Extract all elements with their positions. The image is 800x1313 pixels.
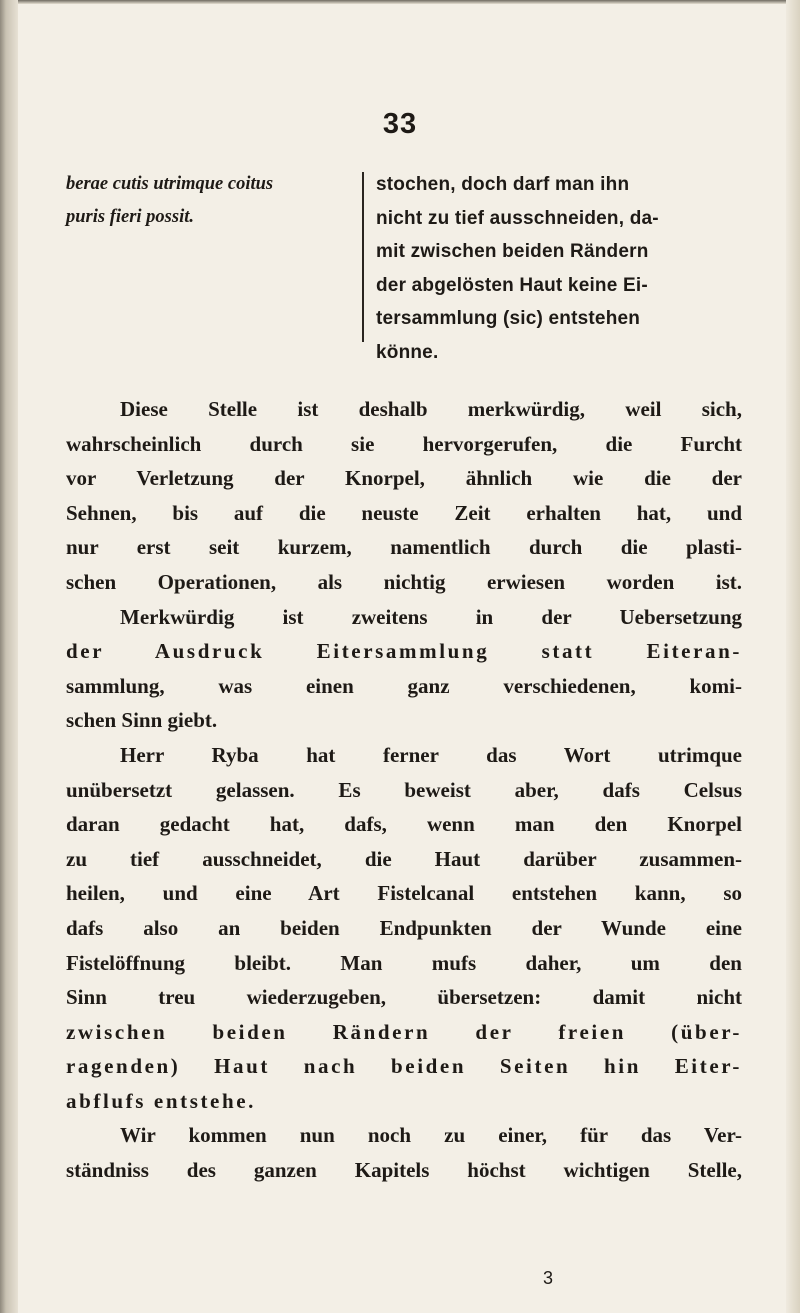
body-text — [66, 392, 742, 1188]
latin-quotation-column — [66, 168, 356, 234]
body-line: schen Sinn giebt. — [66, 708, 218, 733]
body-line: daran gedacht hat, dafs, wenn man den Knorpel — [66, 812, 742, 837]
latin-line: berae cutis utrimque coitus — [66, 174, 274, 194]
body-line: Herr Ryba hat ferner das Wort utrimque — [120, 742, 742, 767]
book-gutter-edge — [0, 0, 18, 1313]
body-line: ständniss des ganzen Kapitels höchst wichtigen Stelle, — [66, 1158, 742, 1183]
translation-line: der abgelösten Haut keine Ei- — [376, 274, 648, 296]
translation-line: tersammlung (sic) entstehen — [376, 308, 641, 329]
translation-line: mit zwischen beiden Rändern — [376, 241, 649, 262]
body-line: der Ausdruck Eitersammlung statt Eiteran- — [66, 639, 742, 664]
body-line: nur erst seit kurzem, namentlich durch die plasti- — [66, 535, 742, 560]
body-line: Merkwürdig ist zweitens in der Uebersetzung — [120, 604, 742, 629]
latin-line: puris fieri possit. — [66, 207, 194, 227]
body-line: zwischen beiden Rändern der freien (über- — [66, 1019, 742, 1044]
body-line: vor Verletzung der Knorpel, ähnlich wie die der — [66, 466, 742, 491]
body-line: Sinn treu wiederzugeben, übersetzen: damit nicht — [66, 985, 742, 1010]
body-line: unübersetzt gelassen. Es beweist aber, dafs Celsus — [66, 777, 742, 802]
translation-line: könne. — [376, 341, 439, 363]
body-line: schen Operationen, als nichtig erwiesen worden ist. — [66, 569, 742, 594]
translation-line: stochen, doch darf man ihn — [376, 174, 630, 195]
column-divider — [362, 172, 364, 342]
page-number: 33 — [382, 108, 418, 140]
body-line: sammlung, was einen ganz verschiedenen, komi- — [66, 673, 742, 698]
body-line: dafs also an beiden Endpunkten der Wunde eine — [66, 915, 742, 940]
body-line: ragenden) Haut nach beiden Seiten hin Eiter- — [66, 1054, 742, 1079]
body-line: abflufs entstehe. — [66, 1088, 257, 1113]
body-line: Wir kommen nun noch zu einer, für das Ver- — [120, 1123, 742, 1148]
body-line: wahrscheinlich durch sie hervorgerufen, die Furcht — [66, 431, 742, 456]
translation-column — [376, 168, 706, 369]
body-line: heilen, und eine Art Fistelcanal entstehen kann, so — [66, 881, 742, 906]
body-line: Fistelöffnung bleibt. Man mufs daher, um den — [66, 950, 742, 975]
signature-mark: 3 — [543, 1268, 554, 1288]
page-top-edge — [0, 0, 800, 4]
page-right-edge — [786, 0, 800, 1313]
body-line: zu tief ausschneidet, die Haut darüber zusammen- — [66, 846, 742, 871]
translation-line: nicht zu tief ausschneiden, da- — [376, 207, 659, 229]
body-line: Sehnen, bis auf die neuste Zeit erhalten hat, und — [66, 500, 742, 525]
body-line: Diese Stelle ist deshalb merkwürdig, weil sich, — [120, 397, 742, 421]
